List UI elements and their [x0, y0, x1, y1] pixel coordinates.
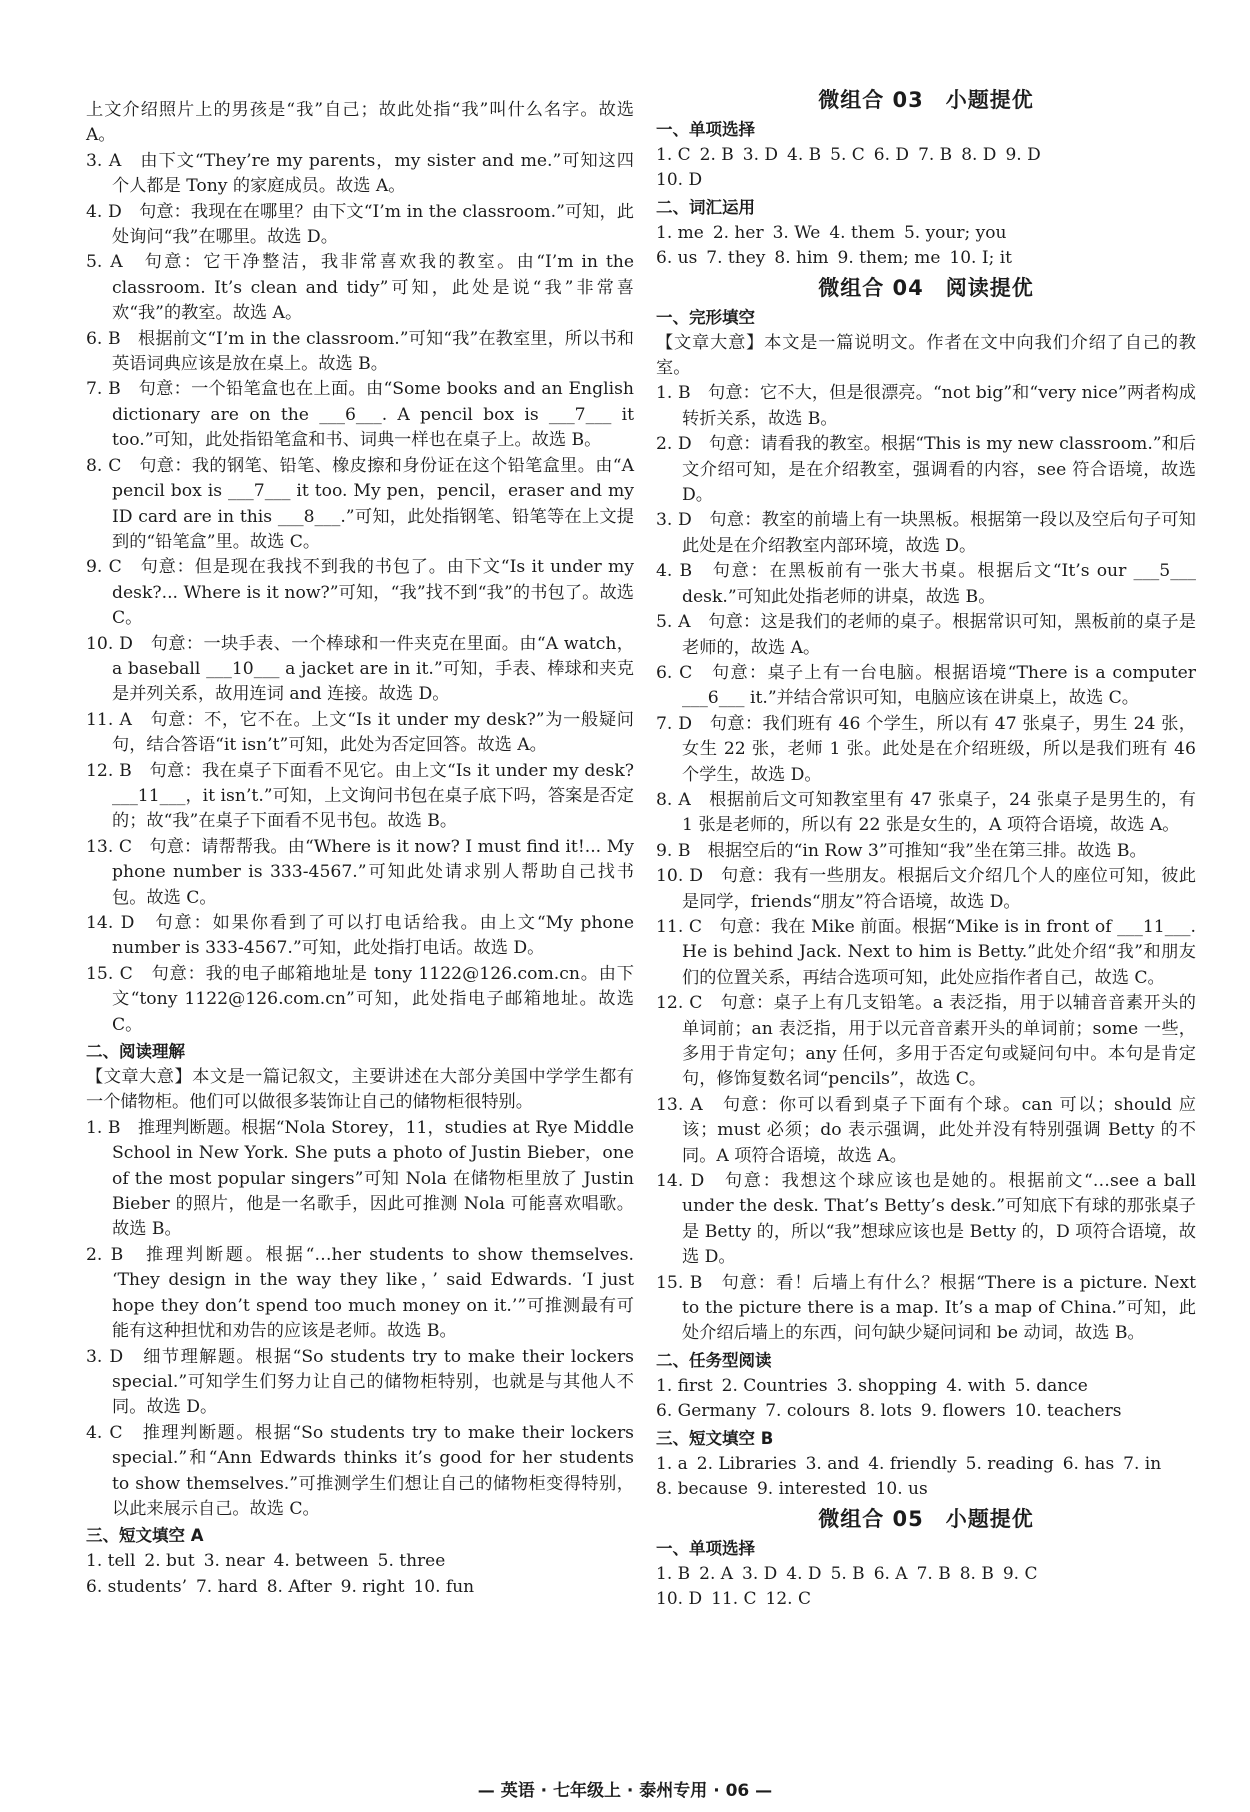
explanation-item: 15. B 句意：看！后墙上有什么？根据“There is a picture. Next to the picture there is a map. It’s a map of China.”可知，此处介绍后墙上的东西，问句缺少疑问词和 be 动词，故选 B。 — [656, 1272, 1196, 1344]
answer-entry: 8. lots — [859, 1401, 912, 1422]
answer-entry: 4. with — [946, 1375, 1006, 1396]
explanation-item: 4. D 句意：我现在在哪里？由下文“I’m in the classroom.”可知，此处询问“我”在哪里。故选 D。 — [86, 201, 634, 248]
answer-entry: 7. in — [1123, 1453, 1162, 1474]
answer-entry: 4. friendly — [868, 1453, 957, 1474]
answer-entry: 10. D — [656, 1588, 703, 1609]
answer-row — [656, 1452, 1196, 1477]
explanation-item: 1. B 句意：它不大，但是很漂亮。“not big”和“very nice”两者构成转折关系，故选 B。 — [656, 383, 1196, 429]
answer-entry: 7. they — [706, 248, 766, 269]
group-04-fill-b-answers — [656, 1452, 1196, 1503]
answer-entry: 3. and — [805, 1453, 860, 1474]
group-04-task-reading-answers — [656, 1374, 1196, 1425]
explanation-item: 7. D 句意：我们班有 46 个学生，所以有 47 张桌子，男生 24 张，女生 22 张，老师 1 张。此处是在介绍班级，所以是我们班有 46 个学生，故选 D。 — [656, 713, 1196, 785]
page-footer: — 英语 · 七年级上 · 泰州专用 · 06 — — [477, 1781, 773, 1801]
explanation-item: 14. D 句意：我想这个球应该也是她的。根据前文“…see a ball under the desk. That’s Betty’s desk.”可知底下有球的那张桌子是 Betty 的，所以“我”想球应该也是 Betty 的，D 项符合语境，故选 D。 — [656, 1171, 1196, 1268]
answer-entry: 5. reading — [965, 1453, 1054, 1474]
answer-row — [656, 1562, 1196, 1587]
answer-entry: 6. A — [873, 1563, 908, 1584]
group-04-cloze-explanations — [656, 381, 1196, 1346]
answer-entry: 3. D — [742, 145, 779, 165]
explanation-item: 2. D 句意：请看我的教室。根据“This is my new classroom.”和后文介绍可知，是在介绍教室，强调看的内容，see 符合语境，故选 D。 — [656, 434, 1196, 506]
answer-entry: 9. C — [1002, 1563, 1038, 1584]
answer-row — [656, 143, 1196, 168]
answer-entry: 6. D — [873, 145, 910, 165]
article-summary: 【文章大意】本文是一篇记叙文，主要讲述在大部分美国中学学生都有一个储物柜。他们可以做很多装饰让自己的储物柜很特别。 — [86, 1067, 634, 1113]
group-03-section-1: 一、单项选择 — [656, 120, 755, 139]
answer-entry: 6. has — [1062, 1453, 1115, 1474]
explanation-item: 8. A 根据前后文可知教室里有 47 张桌子，24 张桌子是男生的，有 1 张是老师的，所以有 22 张是女生的，A 项符合语境，故选 A。 — [656, 789, 1196, 836]
group-04-section-3: 三、短文填空 B — [656, 1428, 774, 1448]
group-04-section-2: 二、任务型阅读 — [656, 1350, 772, 1370]
explanation-item: 15. C 句意：我的电子邮箱地址是 tony 1122@126.com.cn。由下文“tony 1122@126.com.cn”可知，此处指电子邮箱地址。故选 C。 — [86, 963, 634, 1035]
answer-entry: 8. After — [266, 1576, 332, 1597]
answer-entry: 5. C — [830, 145, 865, 165]
answer-entry: 5. three — [377, 1551, 446, 1572]
answer-entry: 2. but — [144, 1551, 195, 1572]
explanation-item: 11. A 句意：不，它不在。上文“Is it under my desk?”为一般疑问句，结合答语“it isn’t”可知，此处为否定回答。故选 A。 — [86, 709, 634, 756]
answer-entry: 3. We — [772, 222, 821, 243]
explanation-item: 14. D 句意：如果你看到了可以打电话给我。由上文“My phone number is 333-4567.”可知，此处指打电话。故选 D。 — [86, 913, 634, 959]
group-04-section-1: 一、完形填空 — [656, 307, 755, 327]
group-04-summary: 【文章大意】本文是一篇说明文。作者在文中向我们介绍了自己的教室。 — [656, 332, 1196, 379]
answer-row — [656, 246, 1196, 271]
answer-entry: 4. them — [829, 222, 895, 243]
group-03-choice-answers — [656, 143, 1196, 194]
answer-entry: 10. teachers — [1014, 1401, 1122, 1422]
explanation-item: 4. C 推理判断题。根据“So students try to make their lockers special.”和“Ann Edwards thinks it’s good for her students to show themselves.”可推测学生们想让自己的储物柜变得特别，以此来展示自己。故选 C。 — [86, 1422, 634, 1519]
answer-row — [86, 1549, 634, 1574]
explanation-item: 13. C 句意：请帮帮我。由“Where is it now? I must find it!... My phone number is 333-4567.”可知此处请求别人帮助自己找书包。故选 C。 — [86, 836, 634, 908]
explanation-item: 12. C 句意：桌子上有几支铅笔。a 表泛指，用于以辅音音素开头的单词前；an 表泛指，用于以元音音素开头的单词前；some 一些，多用于肯定句；any 任何，多用于否定句或疑问句中。本句是肯定句，修饰复数名词“pencils”，故选 C。 — [656, 993, 1196, 1090]
explanation-item: 9. B 根据空后的“in Row 3”可推知“我”坐在第三排。故选 B。 — [656, 840, 1147, 861]
answer-row — [86, 1575, 634, 1600]
answer-entry: 7. colours — [765, 1401, 851, 1422]
explanation-item: 12. B 句意：我在桌子下面看不见它。由上文“Is it under my desk? ___11___，it isn’t.”可知，上文询问书包在桌子底下吗，答案是否定的；故“我”在桌子下面看不见书包。故选 B。 — [86, 760, 634, 832]
answer-entry: 9. D — [1005, 145, 1041, 165]
explanation-item: 6. B 根据前文“I’m in the classroom.”可知“我”在教室里，所以书和英语词典应该是放在桌上。故选 B。 — [86, 328, 634, 375]
answer-entry: 6. students’ — [86, 1576, 187, 1597]
answer-entry: 1. me — [656, 222, 704, 243]
answer-entry: 6. Germany — [656, 1401, 757, 1422]
answer-entry: 1. first — [656, 1375, 713, 1396]
answer-entry: 4. B — [787, 145, 822, 165]
answer-row — [656, 1399, 1196, 1424]
explanation-item: 3. A 由下文“They’re my parents，my sister and me.”可知这四个人都是 Tony 的家庭成员。故选 A。 — [86, 150, 634, 197]
answer-entry: 7. B — [918, 145, 953, 165]
answer-entry: 10. I; it — [949, 248, 1012, 269]
answer-entry: 1. a — [656, 1453, 688, 1474]
answer-entry: 7. B — [916, 1563, 951, 1584]
answer-row — [656, 1477, 1196, 1502]
answer-entry: 8. D — [961, 145, 997, 165]
answer-entry: 4. between — [273, 1551, 369, 1572]
group-04-title: 微组合 04 阅读提优 — [818, 275, 1034, 300]
answer-entry: 7. hard — [195, 1576, 258, 1597]
explanation-item: 10. D 句意：一块手表、一个棒球和一件夹克在里面。由“A watch，a baseball ___10___ a jacket are in it.”可知，手表、棒球和夹克是并列关系，故用连词 and 连接。故选 D。 — [86, 633, 634, 705]
answer-entry: 12. C — [765, 1588, 811, 1609]
answer-entry: 4. D — [786, 1563, 822, 1584]
answer-entry: 10. D — [656, 170, 703, 191]
explanation-item: 9. C 句意：但是现在我找不到我的书包了。由下文“Is it under my desk?... Where is it now?”可知，“我”找不到“我”的书包了。故选 C。 — [86, 557, 634, 629]
answer-entry: 1. C — [656, 145, 691, 165]
answer-row — [656, 221, 1196, 246]
answer-entry: 9. them; me — [837, 248, 941, 269]
answer-entry: 5. dance — [1014, 1375, 1088, 1396]
answer-entry: 9. flowers — [920, 1401, 1006, 1422]
answer-entry: 2. her — [712, 222, 764, 243]
reading-explanations — [86, 1116, 634, 1523]
answer-entry: 1. B — [656, 1563, 691, 1584]
explanation-item: 8. C 句意：我的钢笔、铅笔、橡皮擦和身份证在这个铅笔盒里。由“A pencil box is ___7___ it too. My pen，pencil，eraser and my ID card are in this ___8___.”可知，此处指钢笔、铅笔等在上文提到的“铅笔盒”里。故选 C。 — [86, 455, 634, 552]
answer-entry: 3. near — [203, 1551, 265, 1572]
answer-entry: 1. tell — [86, 1551, 136, 1572]
right-column — [656, 84, 1196, 1612]
explanation-item: 3. D 细节理解题。根据“So students try to make their lockers special.”可知学生们努力让自己的储物柜特别，也就是与其他人不同。故选 D。 — [86, 1346, 634, 1418]
answer-entry: 6. us — [656, 248, 698, 269]
section-heading-fill-a: 三、短文填空 A — [86, 1526, 204, 1546]
answer-entry: 8. because — [656, 1479, 748, 1500]
answer-entry: 5. your; you — [903, 222, 1007, 243]
answer-entry: 8. him — [774, 248, 829, 269]
group-05-section-1: 一、单项选择 — [656, 1538, 755, 1558]
answer-entry: 2. B — [699, 145, 734, 165]
explanation-item: 11. C 句意：我在 Mike 前面。根据“Mike is in front of ___11___. He is behind Jack. Next to him is Betty.”此处介绍“我”和朋友们的位置关系，再结合选项可知，此处应指作者自己，故选 C。 — [656, 916, 1196, 988]
explanation-item: 5. A 句意：它干净整洁，我非常喜欢我的教室。由“I’m in the classroom. It’s clean and tidy”可知，此处是说“我”非常喜欢“我”的教室。故选 A。 — [86, 252, 634, 324]
answer-entry: 8. B — [959, 1563, 994, 1584]
answer-entry: 11. C — [711, 1588, 757, 1609]
answer-entry: 2. Countries — [721, 1375, 828, 1396]
explanation-item: 2. B 推理判断题。根据“…her students to show themselves. ‘They design in the way they like，’ said Edwards. ‘I just hope they don’t spend too much money on it.’”可推测最有可能有这种担忧和劝告的应该是老师。故选 B。 — [86, 1244, 634, 1342]
answer-row — [656, 168, 1196, 193]
explanation-text: 上文介绍照片上的男孩是“我”自己；故此处指“我”叫什么名字。故选 A。 — [86, 100, 634, 146]
explanation-item: 13. A 句意：你可以看到桌子下面有个球。can 可以；should 应该；must 必须；do 表示强调，此处并没有特别强调 Betty 的不同。A 项符合语境，故选 A。 — [656, 1094, 1196, 1166]
answer-entry: 3. shopping — [836, 1375, 938, 1396]
answer-entry: 10. us — [875, 1479, 928, 1500]
explanation-item: 3. D 句意：教室的前墙上有一块黑板。根据第一段以及空后句子可知此处是在介绍教室内部环境，故选 D。 — [656, 510, 1196, 556]
explanation-item: 7. B 句意：一个铅笔盒也在上面。由“Some books and an English dictionary are on the ___6___. A pencil box is ___7___ it too.”可知，此处指铅笔盒和书、词典一样也在桌子上。故选 B。 — [86, 379, 634, 451]
group-03-title: 微组合 03 小题提优 — [818, 88, 1034, 112]
answer-row — [656, 1587, 1196, 1612]
group-03-section-2: 二、词汇运用 — [656, 197, 755, 217]
answer-entry: 5. B — [830, 1563, 865, 1584]
group-05-choice-answers — [656, 1562, 1196, 1613]
group-05-title: 微组合 05 小题提优 — [818, 1506, 1034, 1531]
answer-entry: 2. Libraries — [696, 1453, 797, 1474]
answer-entry: 2. A — [699, 1563, 734, 1584]
explanation-item: 10. D 句意：我有一些朋友。根据后文介绍几个人的座位可知，彼此是同学，friends“朋友”符合语境，故选 D。 — [656, 866, 1196, 912]
cloze-explanations — [86, 98, 634, 1038]
answer-entry: 9. interested — [756, 1479, 867, 1500]
explanation-item: 1. B 推理判断题。根据“Nola Storey，11，studies at Rye Middle School in New York. She puts a photo of Justin Bieber，one of the most popular singers”可知 Nola 在储物柜里放了 Justin Bieber 的照片，他是一名歌手，因此可推测 Nola 可能喜欢唱歌。故选 B。 — [86, 1117, 634, 1240]
fill-a-answers — [86, 1549, 634, 1600]
section-heading-reading: 二、阅读理解 — [86, 1042, 185, 1062]
explanation-item: 5. A 句意：这是我们的老师的桌子。根据常识可知，黑板前的桌子是老师的，故选 A。 — [656, 612, 1196, 658]
answer-row — [656, 1374, 1196, 1399]
answer-entry: 9. right — [340, 1576, 405, 1597]
explanation-item: 6. C 句意：桌子上有一台电脑。根据语境“There is a computer ___6___ it.”并结合常识可知，电脑应该在讲桌上，故选 C。 — [656, 662, 1196, 709]
left-column — [86, 98, 634, 1600]
answer-entry: 3. D — [742, 1563, 778, 1584]
answer-entry: 10. fun — [413, 1576, 475, 1597]
group-03-vocab-answers — [656, 221, 1196, 272]
explanation-item: 4. B 句意：在黑板前有一张大书桌。根据后文“It’s our ___5___ desk.”可知此处指老师的讲桌，故选 B。 — [656, 561, 1196, 607]
